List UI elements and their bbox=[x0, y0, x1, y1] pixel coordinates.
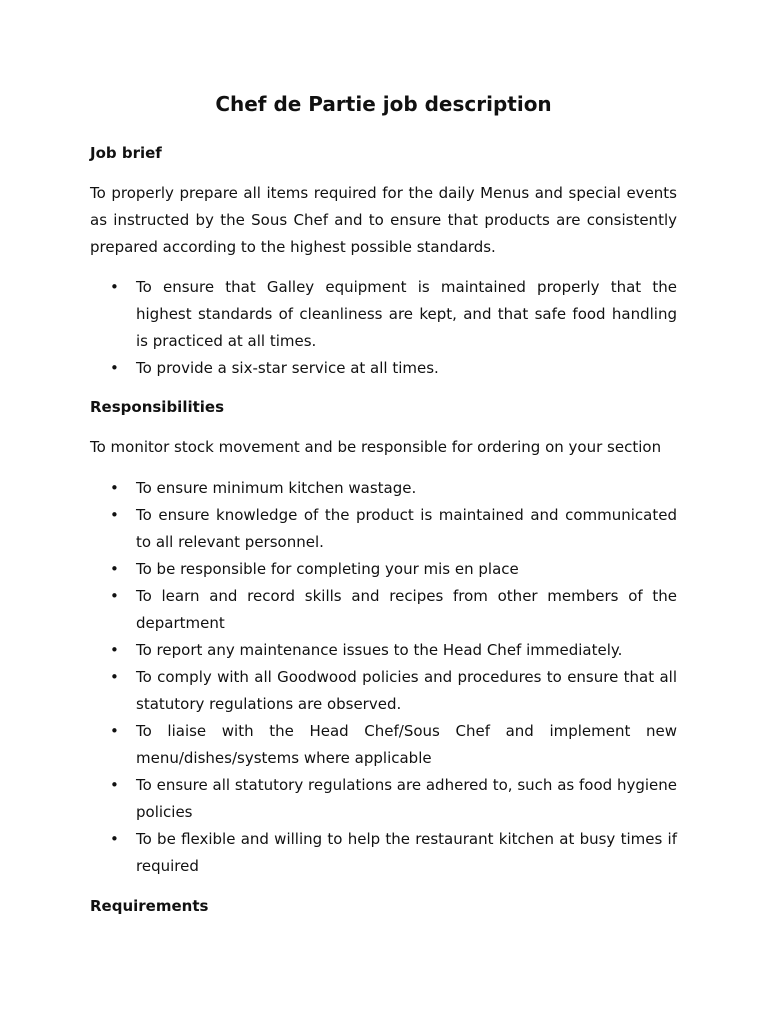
bullet-icon: • bbox=[110, 587, 119, 605]
list-item-text: To comply with all Goodwood policies and procedures to ensure that all statutory regulations are observed. bbox=[136, 668, 677, 713]
list-item-text: To ensure that Galley equipment is maintained properly that the highest standards of cleanliness are kept, and that safe food handling is practiced at all times. bbox=[136, 278, 677, 350]
list-item bbox=[90, 475, 677, 502]
responsibilities-paragraph: To monitor stock movement and be responsible for ordering on your section bbox=[90, 438, 662, 456]
list-item-text: To report any maintenance issues to the Head Chef immediately. bbox=[136, 641, 623, 659]
list-item bbox=[90, 826, 677, 880]
bullet-icon: • bbox=[110, 506, 119, 524]
list-item bbox=[90, 718, 677, 772]
bullet-icon: • bbox=[110, 830, 119, 848]
bullet-icon: • bbox=[110, 668, 119, 686]
responsibilities-list bbox=[90, 475, 677, 880]
list-item-text: To learn and record skills and recipes from other members of the department bbox=[136, 587, 677, 632]
document-title: Chef de Partie job description bbox=[215, 92, 552, 116]
document-page bbox=[90, 88, 677, 920]
bullet-icon: • bbox=[110, 641, 119, 659]
list-item-text: To provide a six-star service at all times. bbox=[136, 359, 439, 377]
bullet-icon: • bbox=[110, 359, 119, 377]
list-item bbox=[90, 583, 677, 637]
list-item-text: To ensure all statutory regulations are adhered to, such as food hygiene policies bbox=[136, 776, 677, 821]
list-item-text: To liaise with the Head Chef/Sous Chef and implement new menu/dishes/systems where applicable bbox=[136, 722, 677, 767]
list-item bbox=[90, 556, 677, 583]
responsibilities-heading: Responsibilities bbox=[90, 398, 225, 416]
job-brief-list bbox=[90, 274, 677, 382]
bullet-icon: • bbox=[110, 722, 119, 740]
list-item bbox=[90, 664, 677, 718]
list-item bbox=[90, 355, 677, 382]
job-brief-paragraph: To properly prepare all items required for the daily Menus and special events as instructed by the Sous Chef and to ensure that products are consistently prepared according to the highest possible standards. bbox=[90, 184, 677, 256]
list-item bbox=[90, 772, 677, 826]
bullet-icon: • bbox=[110, 560, 119, 578]
bullet-icon: • bbox=[110, 479, 119, 497]
list-item-text: To ensure minimum kitchen wastage. bbox=[136, 479, 417, 497]
list-item-text: To ensure knowledge of the product is maintained and communicated to all relevant personnel. bbox=[136, 506, 677, 551]
job-brief-heading: Job brief bbox=[90, 144, 162, 162]
list-item bbox=[90, 637, 677, 664]
list-item bbox=[90, 274, 677, 355]
bullet-icon: • bbox=[110, 776, 119, 794]
list-item-text: To be flexible and willing to help the restaurant kitchen at busy times if required bbox=[136, 830, 677, 875]
list-item bbox=[90, 502, 677, 556]
bullet-icon: • bbox=[110, 278, 119, 296]
list-item-text: To be responsible for completing your mis en place bbox=[136, 560, 519, 578]
requirements-heading: Requirements bbox=[90, 897, 209, 915]
